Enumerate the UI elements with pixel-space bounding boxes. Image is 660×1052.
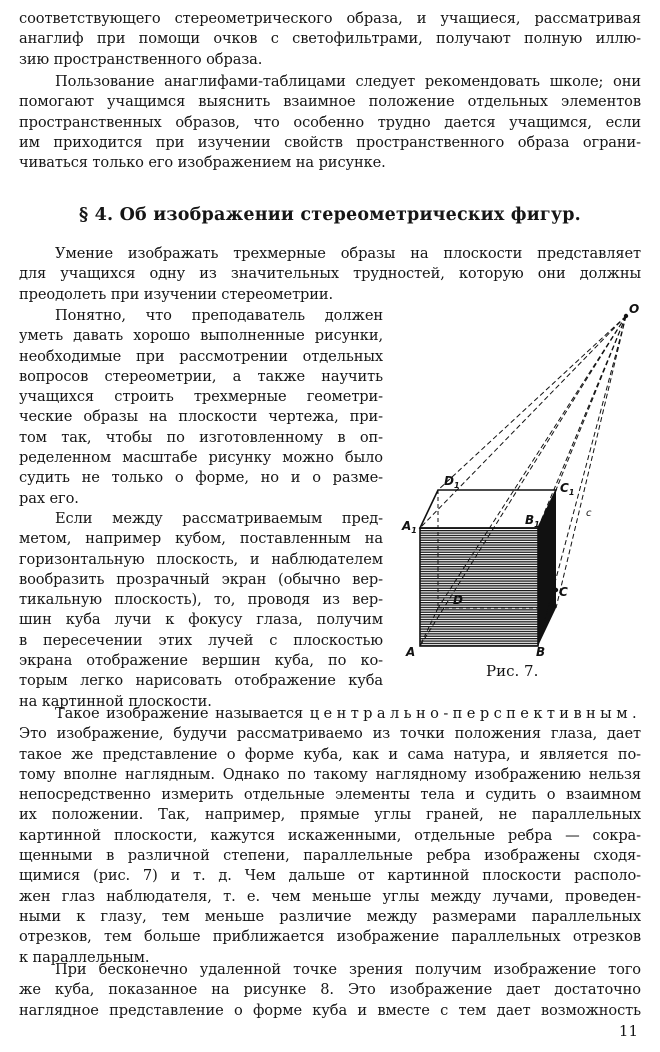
cube-right-face	[538, 490, 556, 646]
paragraph-7	[19, 960, 641, 1021]
label-c1	[560, 481, 574, 497]
label-o: O	[629, 302, 640, 316]
paragraph-6	[19, 704, 641, 968]
cube-perspective-figure	[398, 302, 653, 658]
text-line: для учащихся одну из значительных трудностей, которую они должны	[19, 265, 641, 283]
paragraph-2	[19, 72, 641, 173]
figure-caption: Рис. 7.	[486, 662, 539, 680]
text-line: преодолеть при изучении стереометрии.	[19, 285, 334, 303]
paragraph-3	[19, 244, 641, 305]
text-line: отрезков, тем больше приближается изображение параллельных отрезков	[19, 928, 641, 946]
label-c-small: c	[586, 508, 592, 519]
text-line: судить не только о форме, но и о разме-	[19, 469, 383, 487]
text-line: торым легко нарисовать отображение куба	[19, 672, 383, 690]
paragraph-5	[19, 509, 383, 712]
text-line: им приходится при изучении свойств пространственного образа ограни-	[19, 133, 641, 151]
label-a1-index: 1	[411, 526, 417, 535]
text-line: к параллельным.	[19, 948, 150, 966]
label-a1-letter: A	[402, 519, 412, 533]
text-line: Умение изображать трехмерные образы на плоскости представляет	[55, 245, 641, 262]
text-line	[19, 704, 641, 724]
text-line: том так, чтобы по изготовленному в оп-	[19, 428, 383, 446]
text-line: пространственных образов, что особенно трудно дается учащимся, если	[19, 113, 641, 131]
text-line: в пересечении этих лучей с плоскостью	[19, 631, 383, 649]
text-run: Такое изображение называется	[55, 705, 310, 722]
text-line: на картинной плоскости.	[19, 692, 212, 710]
section-title: § 4. Об изображении стереометрических фигур.	[79, 205, 581, 225]
text-line: ческие образы на плоскости чертежа, при-	[19, 408, 383, 426]
label-b1-letter: B	[525, 513, 535, 527]
text-line: учащихся строить трехмерные геометри-	[19, 388, 383, 406]
paragraph-1	[19, 9, 641, 70]
text-line: ными к глазу, тем меньше различие между размерами параллельных	[19, 907, 641, 925]
label-d: D	[453, 593, 463, 607]
eye-point	[624, 314, 628, 318]
text-line: метом, например кубом, поставленным на	[19, 530, 383, 548]
label-c1-index: 1	[568, 488, 575, 497]
text-line: рах его.	[19, 489, 79, 507]
text-line: их положении. Так, например, прямые углы граней, не параллельных	[19, 806, 641, 824]
text-line: вопросов стереометрии, а также научить	[19, 367, 383, 385]
label-b: B	[536, 645, 546, 658]
cube-front-face	[420, 528, 538, 646]
text-line: вообразить прозрачный экран (обычно вер-	[19, 570, 383, 588]
label-c: C	[559, 585, 568, 599]
text-line: тому вполне наглядным. Однако по такому наглядному изображению нельзя	[19, 765, 641, 783]
text-line: Понятно, что преподаватель должен	[55, 307, 383, 324]
label-d1-letter: D	[444, 474, 454, 488]
text-line: необходимые при рассмотрении отдельных	[19, 347, 383, 365]
label-d1-index: 1	[453, 481, 460, 490]
label-b1-index: 1	[534, 520, 540, 529]
text-line: наглядное представление о форме куба и вместе с тем дает возможность	[19, 1001, 641, 1019]
text-line: помогают учащимся выяснить взаимное положение отдельных элементов	[19, 93, 641, 111]
text-line: жен глаз наблюдателя, т. е. чем меньше углы между лучами, проведен-	[19, 887, 641, 905]
text-line: соответствующего стереометрического образа, и учащиеся, рассматривая	[19, 10, 641, 27]
text-line: Пользование анаглифами-таблицами следует рекомендовать школе; они	[55, 73, 641, 90]
text-line: же куба, показанное на рисунке 8. Это изображение дает достаточно	[19, 981, 641, 999]
text-line: При бесконечно удаленной точке зрения получим изображение того	[55, 961, 641, 978]
text-line: анаглиф при помощи очков с светофильтрами, получают полную иллю-	[19, 30, 641, 48]
label-b1	[525, 513, 540, 529]
text-line: ределенном масштабе рисунку можно было	[19, 449, 383, 467]
text-line: такое же представление о форме куба, как и сама натура, и является по-	[19, 745, 641, 763]
text-line: тикальную плоскость), то, проводя из вер-	[19, 591, 383, 609]
text-line: уметь давать хорошо выполненные рисунки,	[19, 327, 383, 345]
label-a1	[401, 519, 417, 535]
text-line: Если между рассматриваемым пред-	[55, 510, 383, 527]
page-number: 11	[618, 1022, 638, 1040]
text-line: щимися (рис. 7) и т. д. Чем дальше от картинной плоскости располо-	[19, 867, 641, 885]
text-line: чиваться только его изображением на рисунке.	[19, 154, 386, 172]
label-d1	[444, 474, 460, 490]
vertex-c	[554, 588, 558, 592]
emphasized-term: центрально-перспективным.	[309, 705, 641, 722]
text-line: зию пространственного образа.	[19, 50, 263, 68]
text-line: экрана отображение вершин куба, по ко-	[19, 652, 383, 670]
paragraph-4	[19, 306, 383, 509]
text-line: горизонтальную плоскость, и наблюдателем	[19, 550, 383, 568]
text-line: Это изображение, будучи рассматриваемо из точки положения глаза, дает	[19, 725, 641, 743]
label-c1-letter: C	[560, 481, 569, 495]
label-a: A	[406, 645, 416, 658]
text-line: щенными в различной степени, параллельные ребра изображены сходя-	[19, 847, 641, 865]
text-line: картинной плоскости, кажутся искаженными, отдельные ребра — сокра-	[19, 826, 641, 844]
text-line: непосредственно измерить отдельные элементы тела и судить о взаимном	[19, 786, 641, 804]
text-line: шин куба лучи к фокусу глаза, получим	[19, 611, 383, 629]
